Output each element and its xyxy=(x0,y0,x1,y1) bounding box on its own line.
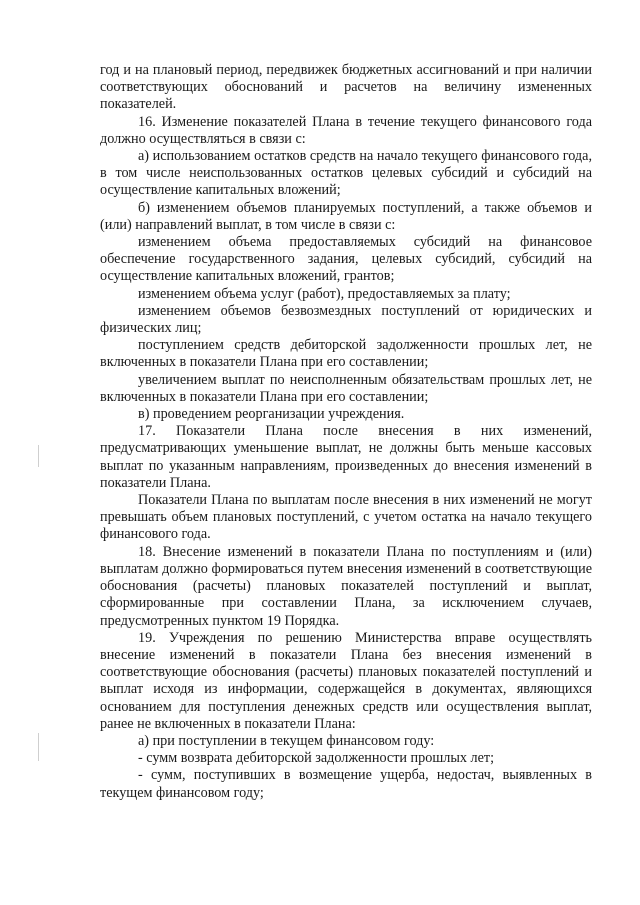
document-body xyxy=(100,62,592,802)
paragraph: - сумм возврата дебиторской задолженности прошлых лет; xyxy=(138,750,495,767)
scan-margin-mark xyxy=(38,445,39,467)
paragraph: изменением объема услуг (работ), предоставляемых за плату; xyxy=(138,285,511,302)
paragraph: поступлением средств дебиторской задолженности прошлых лет, не включенных в показатели Плана при его составлении; xyxy=(100,337,592,371)
paragraph: увеличением выплат по неисполненным обязательствам прошлых лет, не включенных в показатели Плана при его составлении; xyxy=(100,371,592,405)
paragraph: б) изменением объемов планируемых поступлений, а также объемов и (или) направлений выплат, в том числе в связи с: xyxy=(100,199,592,233)
paragraph: 18. Внесение изменений в показатели Плана по поступлениям и (или) выплатам должно формироваться путем внесения изменений в соответствующие обоснования (расчеты) плановых показателей поступлений и выплат, сформированные при составлении Плана, за исключением случаев, предусмотренных пунктом 19 Порядка. xyxy=(100,543,592,629)
paragraph: а) при поступлении в текущем финансовом году: xyxy=(138,732,435,749)
paragraph: - сумм, поступивших в возмещение ущерба, недостач, выявленных в текущем финансовом году; xyxy=(100,767,592,801)
paragraph: год и на плановый период, передвижек бюджетных ассигнований и при наличии соответствующих обоснований и расчетов на величину измененных показателей. xyxy=(100,62,592,113)
scan-margin-mark xyxy=(38,733,39,761)
paragraph: в) проведением реорганизации учреждения. xyxy=(138,406,405,423)
paragraph: 17. Показатели Плана после внесения в них изменений, предусматривающих уменьшение выплат, не должны быть меньше кассовых выплат по указанным направлениям, произведенных до внесения изменений в показатели Плана. xyxy=(100,423,592,491)
paragraph: изменением объемов безвозмездных поступлений от юридических и физических лиц; xyxy=(100,302,592,337)
paragraph: Показатели Плана по выплатам после внесения в них изменений не могут превышать объем плановых поступлений, с учетом остатка на начало текущего финансового года. xyxy=(100,492,592,543)
paragraph: изменением объема предоставляемых субсидий на финансовое обеспечение государственного задания, целевых субсидий, субсидий на осуществление капитальных вложений, грантов; xyxy=(100,234,592,285)
paragraph: 16. Изменение показателей Плана в течение текущего финансового года должно осуществляться в связи с: xyxy=(100,113,592,147)
paragraph: 19. Учреждения по решению Министерства вправе осуществлять внесение изменений в показатели Плана без внесения изменений в соответствующие обоснования (расчеты) плановых показателей поступлений и выплат исходя из информации, содержащейся в документах, являющихся основанием для поступления денежных средств или осуществления выплат, ранее не включенных в показатели Плана: xyxy=(100,629,592,732)
paragraph: а) использованием остатков средств на начало текущего финансового года, в том числе неиспользованных остатков целевых субсидий и субсидий на осуществление капитальных вложений; xyxy=(100,148,592,199)
